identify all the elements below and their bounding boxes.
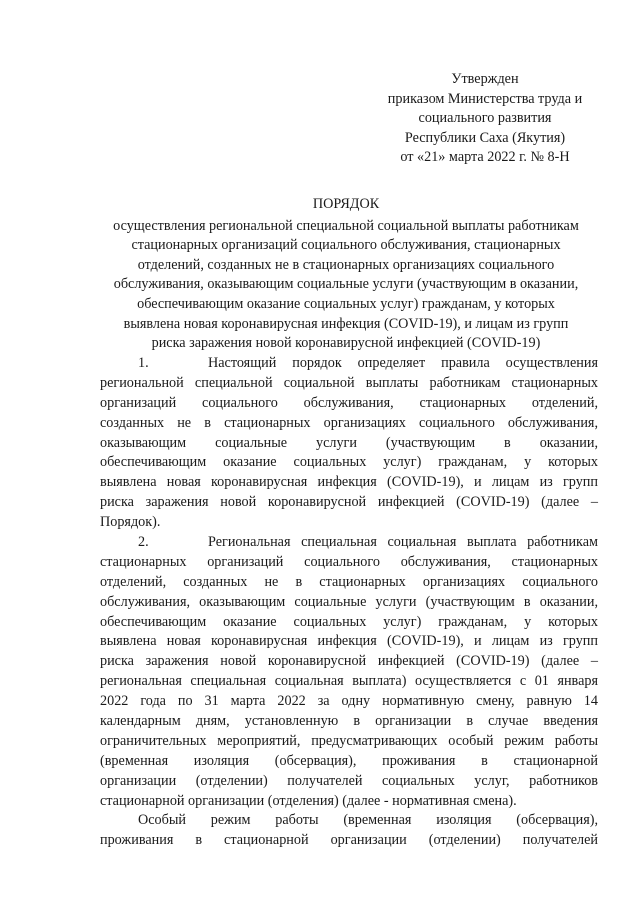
approval-line: социального развития: [418, 110, 552, 126]
paragraph-2-line: выявлена новая коронавирусная инфекция (COVID-19), и лицам из групп: [100, 633, 598, 650]
paragraph-text: Региональная специальная социальная выплата работникам: [208, 534, 598, 551]
paragraph-2-line: календарным дням, установленную в организации в случае введения: [100, 713, 598, 730]
approval-stamp: [360, 70, 610, 168]
paragraph-2-line: ограничительных мероприятий, предусматривающих особый режим работы: [100, 732, 598, 749]
paragraph-1-line: обеспечивающим оказание социальных услуг) гражданам, у которых: [100, 454, 598, 471]
paragraph-2-line: обслуживания, оказывающим социальные услуги (участвующим в оказании,: [100, 593, 598, 610]
approval-line: Республики Саха (Якутия): [404, 129, 566, 146]
title-line: стационарных организаций социального обслуживания, стационарных: [131, 237, 561, 254]
paragraph-1-line: организаций социального обслуживания, стационарных отделений,: [100, 394, 598, 411]
paragraph-1-line: созданных не в стационарных организациях социального обслуживания,: [100, 414, 598, 431]
title-line: отделений, созданных не в стационарных организациях социального: [137, 256, 555, 273]
paragraph-3-line: проживания в стационарной организации (отделении) получателей: [100, 832, 598, 849]
paragraph-1-line: [100, 354, 598, 374]
paragraph-3-line: [100, 811, 598, 831]
paragraph-number: 2.: [138, 534, 149, 551]
title-line: риска заражения новой коронавирусной инфекцией (COVID-19): [151, 335, 541, 352]
title-heading: ПОРЯДОК: [312, 196, 380, 212]
title-line: выявлена новая коронавирусная инфекция (COVID-19), и лицам из групп: [123, 315, 569, 332]
approval-line: Утвержден: [451, 71, 519, 87]
paragraph-2-line: обеспечивающим оказание социальных услуг) гражданам, у которых: [100, 613, 598, 630]
paragraph-1-line: Порядок).: [100, 514, 161, 531]
title-line: осуществления региональной специальной социальной выплаты работникам: [113, 217, 579, 234]
paragraph-1-line: выявлена новая коронавирусная инфекция (COVID-19), и лицам из групп: [100, 474, 598, 491]
approval-line: приказом Министерства труда и: [387, 90, 583, 107]
paragraph-1-line: региональной специальной социальной выплаты работникам стационарных: [100, 374, 598, 391]
title-line: обслуживания, оказывающим социальные услуги (участвующим в оказании,: [113, 276, 579, 293]
document-body: [100, 354, 598, 851]
paragraph-2-line: отделений, созданных не в стационарных организациях социального: [100, 573, 598, 590]
paragraph-2-line: риска заражения новой коронавирусной инфекцией (COVID-19) (далее –: [100, 653, 598, 670]
paragraph-2-line: организации (отделении) получателей социальных услуг, работников: [100, 772, 598, 789]
paragraph-2-line: 2022 года по 31 марта 2022 за одну нормативную смену, равную 14: [100, 693, 598, 710]
paragraph-text: Настоящий порядок определяет правила осуществления: [208, 355, 598, 371]
paragraph-2-line: региональная специальная социальная выплата) осуществляется с 01 января: [100, 673, 598, 690]
paragraph-2-line: (временная изоляция (обсервация), проживания в стационарной: [100, 752, 598, 769]
paragraph-number: 1.: [138, 355, 149, 371]
paragraph-1-line: риска заражения новой коронавирусной инфекцией (COVID-19) (далее –: [100, 494, 598, 511]
paragraph-2-line: стационарной организации (отделения) (далее - нормативная смена).: [100, 792, 517, 809]
document-title: [84, 195, 608, 354]
paragraph-1-line: оказывающим социальные услуги (участвующим в оказании,: [100, 434, 598, 451]
approval-line: от «21» марта 2022 г. № 8-Н: [400, 149, 570, 165]
paragraph-2-line: [100, 533, 598, 553]
paragraph-2-line: стационарных организаций социального обслуживания, стационарных: [100, 553, 598, 570]
paragraph-text: Особый режим работы (временная изоляция (обсервация),: [138, 812, 598, 829]
title-line: обеспечивающим оказание социальных услуг) гражданам, у которых: [137, 295, 555, 312]
